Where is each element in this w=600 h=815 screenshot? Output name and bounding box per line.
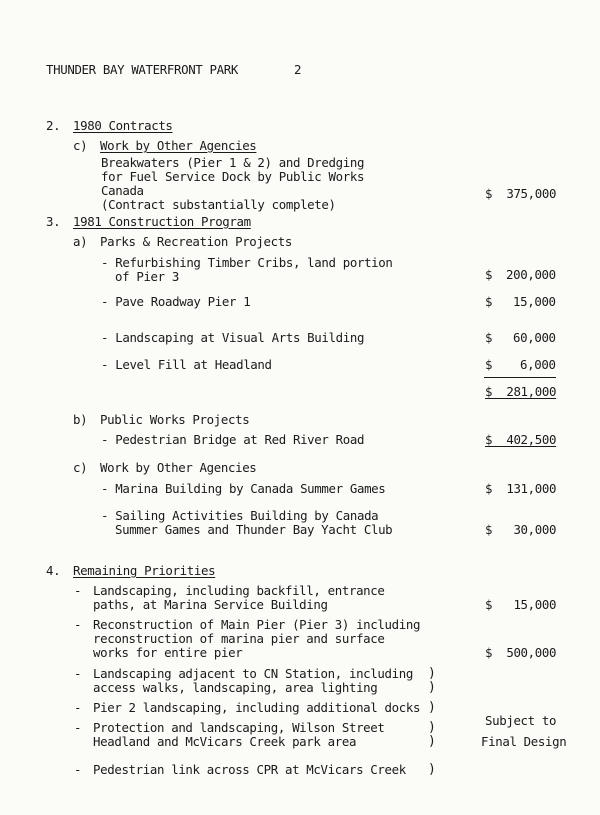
line-item: Summer Games and Thunder Bay Yacht Club	[115, 522, 393, 537]
page-number: 2	[294, 62, 302, 77]
document-title: THUNDER BAY WATERFRONT PARK	[46, 62, 238, 77]
section-3a-subtotal: $ 281,000	[485, 384, 557, 399]
priority-item: access walks, landscaping, area lighting	[93, 680, 378, 695]
section-3c-title: Work by Other Agencies	[100, 460, 257, 475]
bracket-paren: )	[428, 720, 436, 735]
section-2c-line: Canada	[101, 183, 144, 198]
section-2c-label: c)	[73, 138, 88, 153]
priority-item: Headland and McVicars Creek park area	[93, 734, 357, 749]
section-2c-amount: $ 375,000	[485, 186, 557, 201]
section-3a-title: Parks & Recreation Projects	[100, 234, 292, 249]
bullet-dash: -	[74, 762, 82, 777]
section-2-title: 1980 Contracts	[73, 118, 173, 133]
bullet-dash: -	[74, 666, 82, 681]
line-item: - Landscaping at Visual Arts Building	[101, 330, 365, 345]
priority-item: Landscaping adjacent to CN Station, including	[93, 666, 413, 681]
priority-item: works for entire pier	[93, 645, 243, 660]
section-3a-label: a)	[73, 234, 88, 249]
bracket-paren: )	[428, 680, 436, 695]
section-2c-line: (Contract substantially complete)	[101, 197, 336, 212]
bracket-paren: )	[428, 666, 436, 681]
section-4-number: 4.	[46, 563, 61, 578]
dollar-sign: $	[485, 294, 493, 309]
line-item: of Pier 3	[115, 269, 179, 284]
subtotal-rule	[484, 377, 556, 378]
section-3c-label: c)	[73, 460, 88, 475]
line-item-amount: 6,000	[520, 357, 556, 372]
line-item-amount: $ 30,000	[485, 522, 557, 537]
bullet-dash: -	[74, 720, 82, 735]
section-4-title: Remaining Priorities	[73, 563, 216, 578]
section-2-number: 2.	[46, 118, 61, 133]
priority-item: paths, at Marina Service Building	[93, 597, 328, 612]
section-3-title: 1981 Construction Program	[73, 214, 251, 229]
line-item-amount: 60,000	[513, 330, 556, 345]
section-3b-amount: $ 402,500	[485, 432, 557, 447]
line-item-amount: 15,000	[513, 294, 556, 309]
bullet-dash: -	[74, 700, 82, 715]
dollar-sign: $	[485, 330, 493, 345]
line-item-amount: $ 131,000	[485, 481, 557, 496]
line-item: - Pave Roadway Pier 1	[101, 294, 251, 309]
section-3b-label: b)	[73, 412, 88, 427]
priority-item: Protection and landscaping, Wilson Street	[93, 720, 385, 735]
dollar-sign: $	[485, 267, 493, 282]
priority-amount: $ 15,000	[485, 597, 557, 612]
section-2c-line: for Fuel Service Dock by Public Works	[101, 169, 365, 184]
bracket-paren: )	[428, 734, 436, 749]
line-item: - Marina Building by Canada Summer Games	[101, 481, 386, 496]
line-item: - Pedestrian Bridge at Red River Road	[101, 432, 365, 447]
line-item: - Sailing Activities Building by Canada	[101, 508, 379, 523]
bullet-dash: -	[74, 617, 82, 632]
bracket-paren: )	[428, 700, 436, 715]
priority-item: reconstruction of marina pier and surface	[93, 631, 385, 646]
priority-item: Pier 2 landscaping, including additional docks	[93, 700, 421, 715]
priority-item: Landscaping, including backfill, entrance	[93, 583, 385, 598]
section-2c-line: Breakwaters (Pier 1 & 2) and Dredging	[101, 155, 365, 170]
final-design-note: Final Design	[481, 734, 567, 749]
priority-amount: $ 500,000	[485, 645, 557, 660]
section-3-number: 3.	[46, 214, 61, 229]
section-2c-title: Work by Other Agencies	[100, 138, 257, 153]
bullet-dash: -	[74, 583, 82, 598]
priority-item: Pedestrian link across CPR at McVicars Creek	[93, 762, 406, 777]
section-3b-title: Public Works Projects	[100, 412, 250, 427]
line-item: - Level Fill at Headland	[101, 357, 272, 372]
bracket-paren: )	[428, 762, 436, 777]
line-item-amount: 200,000	[506, 267, 556, 282]
priority-item: Reconstruction of Main Pier (Pier 3) including	[93, 617, 421, 632]
line-item: - Refurbishing Timber Cribs, land portion	[101, 255, 393, 270]
dollar-sign: $	[485, 357, 493, 372]
subject-to-note: Subject to	[485, 713, 557, 728]
